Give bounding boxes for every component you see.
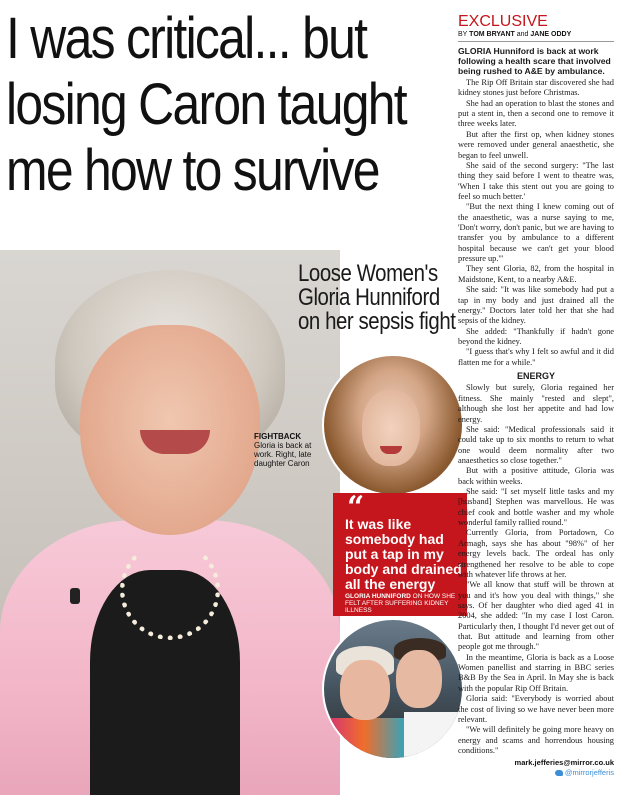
paragraph: She said: "It was like somebody had put a tap in my body and just drained all the energy." Doctors later told her that she had sepsis of the kidney. [458, 285, 614, 326]
subhead-line-1: Loose Women's [298, 260, 438, 287]
crosshead-energy: ENERGY [516, 371, 555, 382]
byline-author-1: TOM BRYANT [469, 31, 515, 38]
photo-caron-face [362, 390, 420, 466]
headline-line-1: I was critical... but [6, 6, 367, 71]
paragraph: She had an operation to blast the stones and put a stent in, then a second one to remove it three weeks later. [458, 98, 614, 129]
paragraph: But after the first op, when kidney stones were removed under general anaesthetic, she began to feel unwell. [458, 129, 614, 160]
headline [6, 6, 406, 204]
photo-grandson-gabriel-face [396, 650, 442, 708]
subheadline [298, 260, 456, 335]
photo-caron-circle [322, 354, 464, 496]
photo-necklace [120, 540, 220, 640]
paragraph: She said: "I set myself little tasks and my [husband] Stephen was marvellous. He was chief cook and bottle washer and my whole wonderful family rallied round." [458, 487, 614, 528]
paragraph: In the meantime, Gloria is back as a Loose Women panellist and starring in BBC series B&B By the Sea in April. In May she is back with the popular Rip Off Britain. [458, 652, 614, 693]
byline-by: BY [458, 31, 468, 38]
headline-line-3: me how to survive [6, 138, 379, 203]
paragraph: "I guess that's why I felt so awful and it did flatten me for a while." [458, 347, 614, 367]
photo-grandson-gloria-face [340, 660, 390, 720]
main-photo-gloria [0, 250, 340, 795]
author-email[interactable]: mark.jefferies@mirror.co.uk [514, 758, 614, 767]
quote-attribution-name: GLORIA HUNNIFORD [345, 593, 411, 600]
caption-grandson-text: Gloria at do with Caron's son Gabriel [376, 773, 454, 788]
paragraph: Gloria said: "Everybody is worried about the cost of living so we have never been more relevant. [458, 694, 614, 724]
photo-grandson-circle [322, 618, 464, 760]
quote-attribution [345, 593, 469, 614]
quote-text: It was like somebody had put a tap in my body and drained all the energy [345, 516, 462, 592]
paragraph: "We all know that stuff will be thrown at you and it's how you deal with things," she says. Of her daughter who died aged 41 in 2004, she added: "In my case I lost Caron. Particularly then, I thought I'd never get out of that. But attitude and learning from other people got me through." [458, 580, 614, 652]
caption-grandson-label: GRANDSON [360, 773, 402, 780]
paragraph: Slowly but surely, Gloria regained her fitness. She mainly "rested and slept", although she lost her appetite and had low energy. [458, 383, 614, 424]
author-twitter-handle: @mirrorjefferis [564, 768, 614, 777]
paragraph: She said: "Medical professionals said it could take up to six months to return to what one would deem normality after two anaesthetics so close together." [458, 424, 614, 465]
paragraph: "We will definitely be going more heavy on energy and scams and horrendous housing conditions." [458, 725, 614, 755]
headline-line-2: losing Caron taught [6, 72, 406, 137]
caption-grandson [352, 773, 462, 789]
quote-attribution-text: ON HOW SHE FELT AFTER SUFFERING KIDNEY ILLNESS [345, 593, 456, 614]
subhead-line-2: Gloria Hunniford [298, 284, 440, 311]
byline-and: and [516, 31, 529, 38]
photo-microphone [70, 588, 80, 604]
article-body-part-2 [458, 383, 614, 756]
paragraph: Currently Gloria, from Portadown, Co Armagh, says she has about "98%" of her energy levels back. The ordeal has only strengthened her resolve to be able to cope with whatever life throws at her. [458, 528, 614, 579]
article-column [458, 14, 614, 756]
subhead-line-3: on her sepsis fight [298, 308, 456, 335]
paragraph: She said of the second surgery: "The last thing they said before I went to theatre was, 'When I take this stent out you are going to feel so much better.' [458, 160, 614, 201]
article-body-part-1 [458, 78, 614, 368]
paragraph: But with a positive attitude, Gloria was back within weeks. [458, 466, 614, 486]
paragraph: They sent Gloria, 82, from the hospital in Maidstone, Kent, to a nearby A&E. [458, 264, 614, 284]
photo-grandson-shirt [404, 712, 464, 760]
photo-grandson-gloria-top [324, 718, 404, 760]
kicker-exclusive: EXCLUSIVE [458, 13, 548, 30]
paragraph: "But the next thing I knew coming out of the anaesthetic, was a nurse saying to me, 'Don't worry, don't panic, but we are having to transfer you by ambulance to a different hospital because we can't get your blood pressure up.'" [458, 202, 614, 264]
standfirst: GLORIA Hunniford is back at work following a health scare that involved being rushed to A&E by ambulance. [458, 46, 611, 76]
author-twitter[interactable] [458, 768, 614, 778]
pull-quote [333, 490, 467, 616]
caption-fightback [254, 432, 324, 468]
twitter-icon [555, 770, 563, 776]
caption-fightback-label: FIGHTBACK [254, 432, 302, 441]
quote-mark-icon: “ [347, 490, 365, 525]
byline [458, 30, 614, 42]
byline-author-2: JANE ODDY [530, 31, 572, 38]
paragraph: She added: "Thankfully if hadn't gone beyond the kidney. [458, 326, 614, 346]
paragraph: The Rip Off Britain star discovered she had kidney stones just before Christmas. [458, 78, 614, 98]
author-contact [458, 758, 614, 778]
caption-fightback-text: Gloria is back at work. Right, late daughter Caron [254, 441, 312, 468]
